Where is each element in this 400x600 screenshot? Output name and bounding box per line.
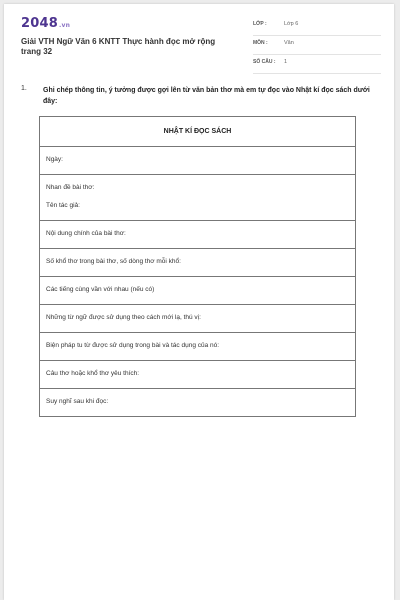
journal-row-reflection bbox=[40, 389, 355, 416]
journal-row-title-author bbox=[40, 175, 355, 221]
meta-label-question-count: SỐ CÂU : bbox=[253, 59, 276, 65]
page-content bbox=[4, 68, 394, 600]
question-text: Ghi chép thông tin, ý tưởng được gợi lên từ văn bản thơ mà em tự đọc vào Nhật kí đọc sách dưới đây: bbox=[43, 87, 370, 105]
logo-suffix: .vn bbox=[58, 22, 71, 29]
meta-info bbox=[253, 18, 381, 75]
document-page bbox=[4, 4, 394, 600]
journal-row-favorite-verse bbox=[40, 361, 355, 389]
row-label: Suy nghĩ sau khi đọc: bbox=[46, 398, 109, 405]
document-title: Giải VTH Ngữ Văn 6 KNTT Thực hành đọc mở rộng trang 32 bbox=[21, 37, 216, 56]
journal-row-rhetoric bbox=[40, 333, 355, 361]
meta-value-class: Lớp 6 bbox=[284, 21, 299, 27]
row-label: Biện pháp tu từ được sử dụng trong bài và tác dụng của nó: bbox=[46, 342, 220, 349]
journal-row-date bbox=[40, 147, 355, 175]
question-number: 1. bbox=[21, 85, 27, 92]
row-label: Những từ ngữ được sử dụng theo cách mới lạ, thú vị: bbox=[46, 314, 201, 321]
row-label: Câu thơ hoặc khổ thơ yêu thích: bbox=[46, 370, 140, 377]
journal-row-stanzas bbox=[40, 249, 355, 277]
meta-label-subject: MÔN : bbox=[253, 40, 268, 46]
journal-row-main-content bbox=[40, 221, 355, 249]
row-label: Nhan đề bài thơ: bbox=[46, 184, 95, 191]
row-label: Nội dung chính của bài thơ: bbox=[46, 230, 126, 237]
row-label: Các tiếng cùng vần với nhau (nếu có) bbox=[46, 286, 155, 293]
site-logo[interactable] bbox=[21, 16, 70, 31]
row-label: Tên tác giả: bbox=[46, 202, 80, 209]
meta-label-class: LỚP : bbox=[253, 21, 267, 27]
meta-value-subject: Văn bbox=[284, 40, 294, 46]
meta-value-question-count: 1 bbox=[284, 59, 288, 65]
journal-row-novel-words bbox=[40, 305, 355, 333]
journal-title: NHẬT KÍ ĐỌC SÁCH bbox=[40, 117, 355, 147]
journal-row-rhymes bbox=[40, 277, 355, 305]
row-label: Ngày: bbox=[46, 156, 63, 163]
page-header bbox=[4, 4, 394, 68]
meta-row-subject bbox=[253, 37, 381, 55]
meta-row-class bbox=[253, 18, 381, 36]
logo-brand: 2048 bbox=[21, 16, 58, 31]
reading-journal-table bbox=[39, 116, 356, 417]
row-label: Số khổ thơ trong bài thơ, số dòng thơ mỗi khổ: bbox=[46, 258, 181, 265]
